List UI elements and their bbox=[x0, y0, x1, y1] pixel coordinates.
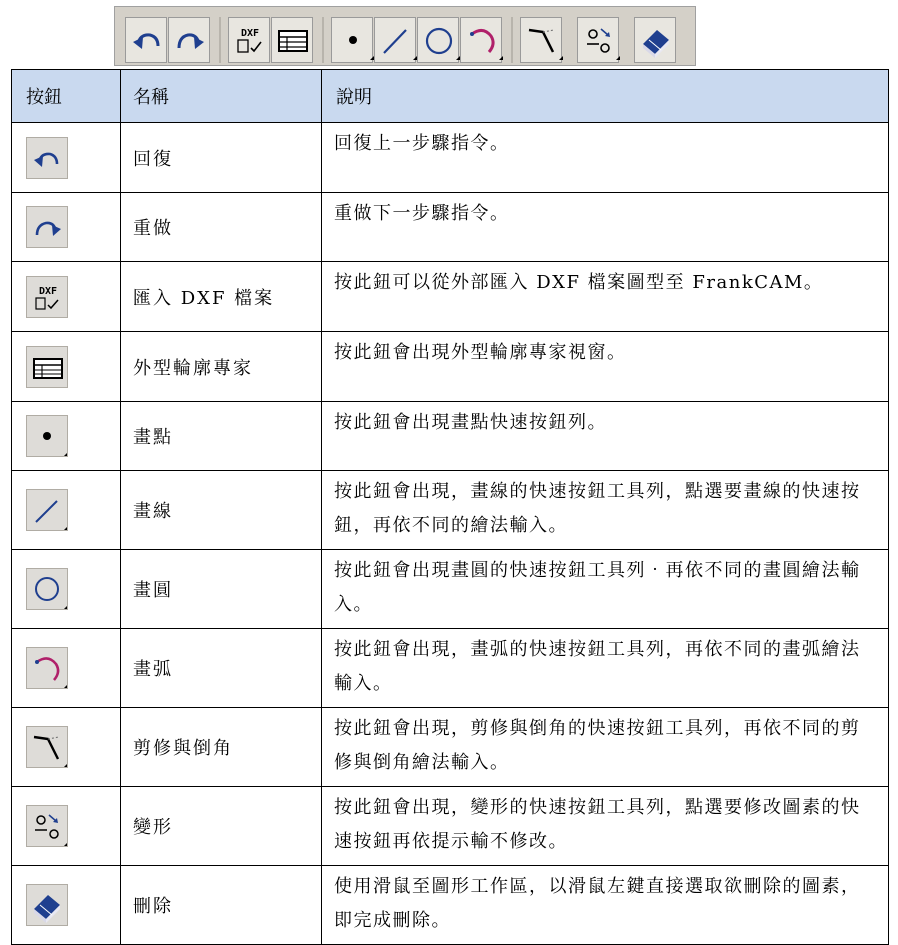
table-row bbox=[12, 262, 889, 332]
table-header-row bbox=[12, 70, 889, 123]
undo-icon bbox=[126, 18, 168, 64]
table-grid-icon bbox=[26, 346, 68, 388]
header-name: 名稱 bbox=[121, 70, 322, 123]
table-row bbox=[12, 193, 889, 262]
trim-chamfer-button[interactable] bbox=[520, 17, 562, 63]
row-name: 外型輪廓專家 bbox=[133, 357, 253, 379]
row-description: 按此鈕會出現，剪修與倒角的快速按鈕工具列，再依不同的剪修與倒角繪法輸入。 bbox=[322, 708, 889, 787]
svg-text:DXF: DXF bbox=[240, 28, 260, 39]
row-name: 畫弧 bbox=[133, 659, 173, 680]
row-name: 重做 bbox=[133, 218, 173, 239]
svg-text:DXF: DXF bbox=[38, 285, 58, 297]
table-row bbox=[12, 123, 889, 193]
table-row bbox=[12, 866, 889, 945]
transform-button[interactable] bbox=[577, 17, 619, 63]
row-description: 按此鈕會出現，畫線的快速按鈕工具列，點選要畫線的快速按鈕，再依不同的繪法輸入。 bbox=[322, 471, 889, 550]
redo-icon bbox=[26, 206, 68, 248]
draw-line-button[interactable] bbox=[374, 17, 416, 63]
table-row bbox=[12, 708, 889, 787]
circle-icon bbox=[418, 18, 460, 64]
table-row bbox=[12, 471, 889, 550]
line-icon bbox=[26, 489, 68, 531]
table-row bbox=[12, 629, 889, 708]
row-description: 按此鈕會出現外型輪廓專家視窗。 bbox=[322, 332, 889, 402]
row-description: 重做下一步驟指令。 bbox=[322, 193, 889, 262]
dxf-import-icon bbox=[229, 18, 271, 64]
eraser-icon bbox=[26, 884, 68, 926]
point-icon bbox=[26, 415, 68, 457]
row-name: 變形 bbox=[133, 817, 173, 838]
draw-circle-button[interactable] bbox=[417, 17, 459, 63]
eraser-icon bbox=[635, 18, 677, 64]
row-name: 畫圓 bbox=[133, 580, 173, 601]
row-name: 剪修與倒角 bbox=[133, 738, 233, 759]
table-row bbox=[12, 402, 889, 471]
button-reference-table bbox=[11, 69, 889, 945]
row-description: 按此鈕會出現畫圓的快速按鈕工具列‧再依不同的畫圓繪法輸入。 bbox=[322, 550, 889, 629]
table-row bbox=[12, 550, 889, 629]
line-icon bbox=[375, 18, 417, 64]
import-dxf-button[interactable] bbox=[228, 17, 270, 63]
row-name: 匯入 DXF 檔案 bbox=[133, 287, 275, 309]
toolbar bbox=[114, 6, 696, 66]
arc-icon bbox=[26, 647, 68, 689]
redo-button[interactable] bbox=[168, 17, 210, 63]
row-name: 畫線 bbox=[133, 501, 173, 522]
point-icon bbox=[332, 18, 374, 64]
row-description: 按此鈕會出現，畫弧的快速按鈕工具列，再依不同的畫弧繪法輸入。 bbox=[322, 629, 889, 708]
delete-button[interactable] bbox=[634, 17, 676, 63]
header-button: 按鈕 bbox=[12, 70, 121, 123]
transform-icon bbox=[26, 805, 68, 847]
trim-chamfer-icon bbox=[26, 726, 68, 768]
row-name: 刪除 bbox=[133, 896, 173, 917]
table-row bbox=[12, 787, 889, 866]
header-description: 說明 bbox=[322, 70, 889, 123]
row-description: 回復上一步驟指令。 bbox=[322, 123, 889, 193]
profile-expert-button[interactable] bbox=[271, 17, 313, 63]
row-name: 畫點 bbox=[133, 427, 173, 448]
row-description: 按此鈕會出現畫點快速按鈕列。 bbox=[322, 402, 889, 471]
circle-icon bbox=[26, 568, 68, 610]
table-row bbox=[12, 332, 889, 402]
row-description: 按此鈕可以從外部匯入 DXF 檔案圖型至 FrankCAM。 bbox=[322, 262, 889, 332]
arc-icon bbox=[461, 18, 503, 64]
transform-icon bbox=[578, 18, 620, 64]
draw-point-button[interactable] bbox=[331, 17, 373, 63]
undo-button[interactable] bbox=[125, 17, 167, 63]
table-grid-icon bbox=[272, 18, 314, 64]
row-description: 按此鈕會出現，變形的快速按鈕工具列，點選要修改圖素的快速按鈕再依提示輸不修改。 bbox=[322, 787, 889, 866]
undo-icon bbox=[26, 137, 68, 179]
trim-chamfer-icon bbox=[521, 18, 563, 64]
row-name: 回復 bbox=[133, 148, 173, 170]
draw-arc-button[interactable] bbox=[460, 17, 502, 63]
row-description: 使用滑鼠至圖形工作區，以滑鼠左鍵直接選取欲刪除的圖素，即完成刪除。 bbox=[322, 866, 889, 945]
redo-icon bbox=[169, 18, 211, 64]
dxf-import-icon bbox=[26, 276, 68, 318]
